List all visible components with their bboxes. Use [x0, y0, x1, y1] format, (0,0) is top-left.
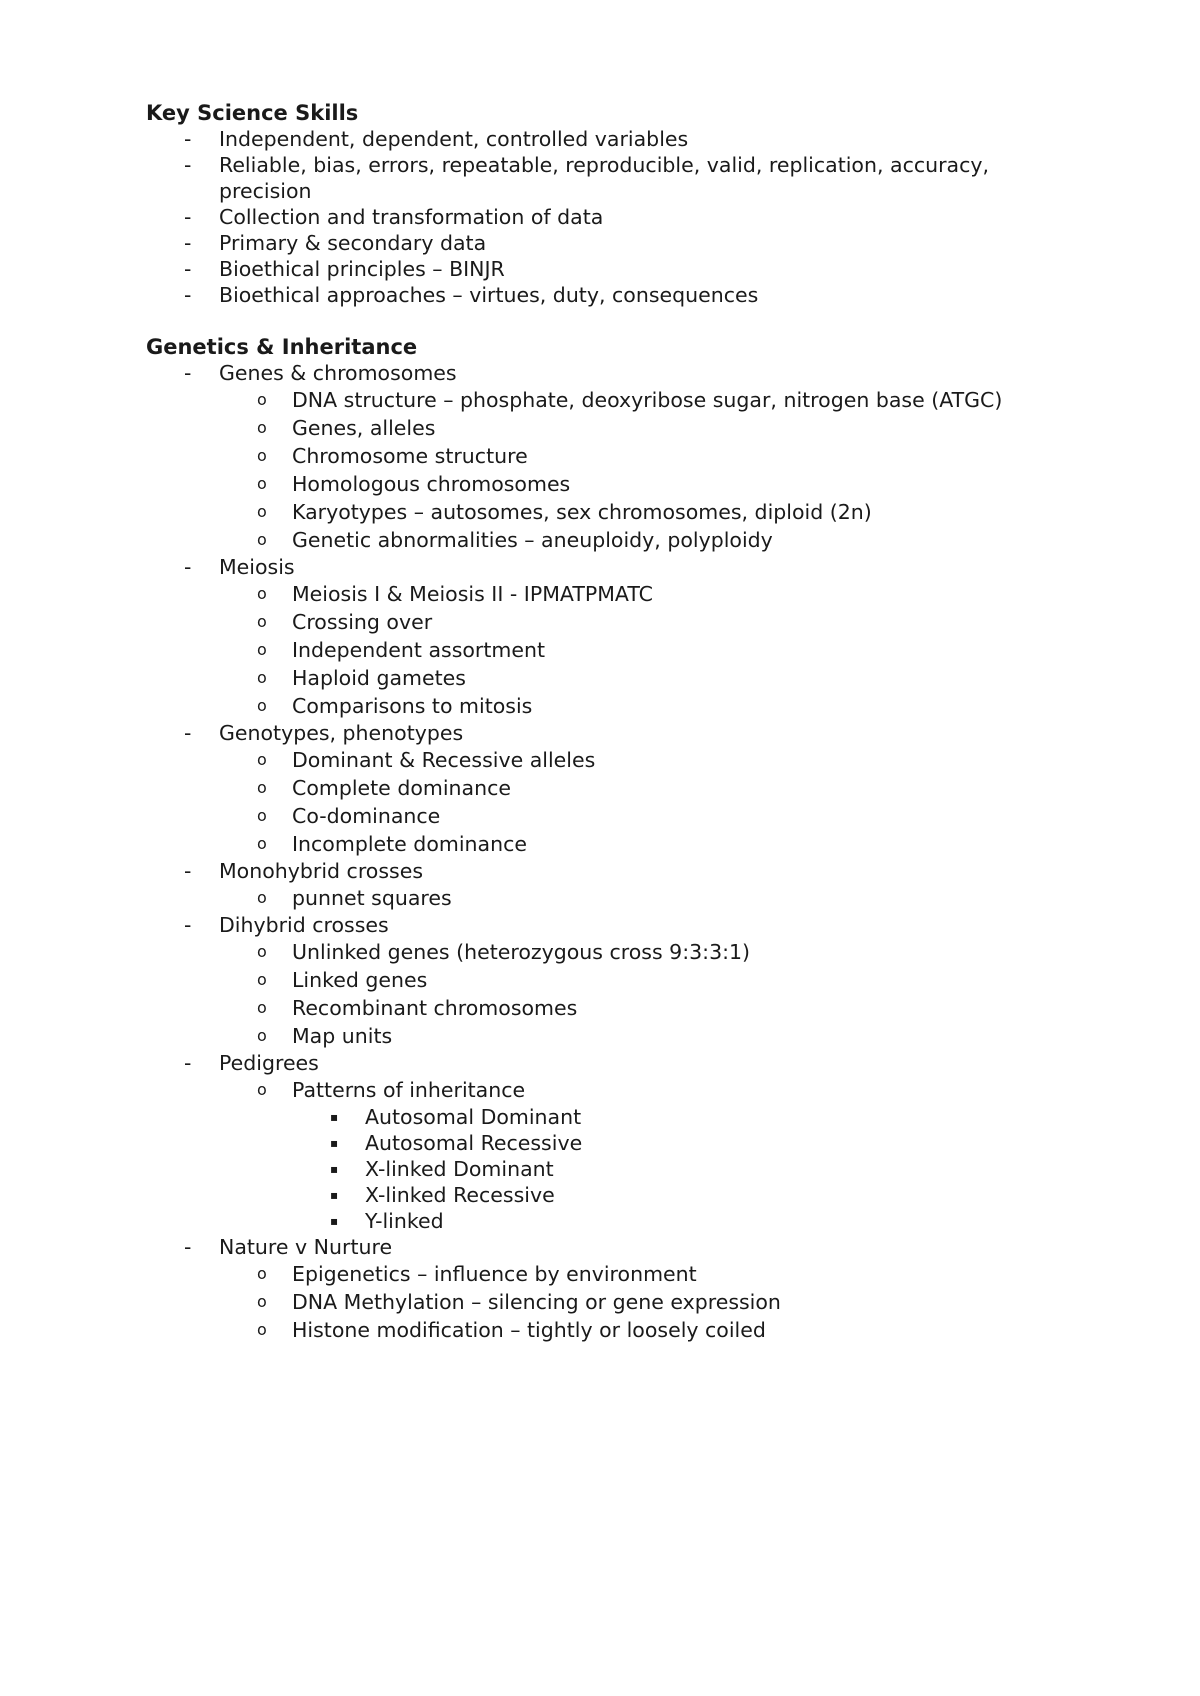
list-item-text: Primary & secondary data	[219, 231, 487, 255]
list-item-text: punnet squares	[292, 886, 452, 910]
list-item	[219, 1316, 1076, 1344]
circle-bullet-icon: o	[257, 530, 267, 549]
bullet-list-level-2	[219, 580, 1076, 720]
list-item	[219, 746, 1076, 774]
list-item-text: Meiosis I & Meiosis II - IPMATPMATC	[292, 582, 653, 606]
list-item-text: Y-linked	[365, 1209, 444, 1233]
list-item-text: Genes, alleles	[292, 416, 436, 440]
list-item-text: Chromosome structure	[292, 444, 528, 468]
list-item	[219, 414, 1076, 442]
dash-bullet-icon: -	[184, 127, 192, 151]
dash-bullet-icon: -	[184, 859, 192, 883]
list-item	[292, 1104, 1076, 1130]
dash-bullet-icon: -	[184, 1235, 192, 1259]
list-item-text: Comparisons to mitosis	[292, 694, 533, 718]
list-item-text: DNA structure – phosphate, deoxyribose sugar, nitrogen base (ATGC)	[292, 388, 1003, 412]
list-item	[219, 1288, 1076, 1316]
list-item-text: Bioethical approaches – virtues, duty, consequences	[219, 283, 759, 307]
section	[146, 100, 1076, 308]
list-item-text: Genetic abnormalities – aneuploidy, polyploidy	[292, 528, 773, 552]
list-item-text: DNA Methylation – silencing or gene expression	[292, 1290, 781, 1314]
circle-bullet-icon: o	[257, 696, 267, 715]
list-item	[219, 994, 1076, 1022]
list-item	[219, 636, 1076, 664]
bullet-list-level-2	[219, 1260, 1076, 1344]
list-item	[219, 1022, 1076, 1050]
dash-bullet-icon: -	[184, 283, 192, 307]
list-item-text: Unlinked genes (heterozygous cross 9:3:3:1)	[292, 940, 751, 964]
list-item	[219, 938, 1076, 966]
list-item	[219, 1076, 1076, 1234]
list-item-text: Bioethical principles – BINJR	[219, 257, 505, 281]
list-item-text: Reliable, bias, errors, repeatable, reproducible, valid, replication, accuracy, precision	[219, 153, 990, 203]
list-item-text: Genes & chromosomes	[219, 361, 457, 385]
square-bullet-icon: ▪	[330, 1110, 339, 1124]
dash-bullet-icon: -	[184, 555, 192, 579]
list-item	[292, 1156, 1076, 1182]
list-item	[219, 802, 1076, 830]
list-item-text: Recombinant chromosomes	[292, 996, 578, 1020]
list-item	[219, 966, 1076, 994]
list-item	[146, 282, 1076, 308]
list-item	[146, 1234, 1076, 1344]
section-heading: Key Science Skills	[146, 101, 359, 125]
circle-bullet-icon: o	[257, 1292, 267, 1311]
list-item	[219, 386, 1076, 414]
circle-bullet-icon: o	[257, 942, 267, 961]
square-bullet-icon: ▪	[330, 1188, 339, 1202]
circle-bullet-icon: o	[257, 834, 267, 853]
list-item-text: Patterns of inheritance	[292, 1078, 526, 1102]
list-item	[219, 774, 1076, 802]
list-item	[146, 912, 1076, 1050]
list-item	[219, 470, 1076, 498]
list-item	[219, 830, 1076, 858]
list-item	[146, 152, 1076, 204]
list-item-text: Independent assortment	[292, 638, 545, 662]
square-bullet-icon: ▪	[330, 1214, 339, 1228]
list-item-text: Linked genes	[292, 968, 428, 992]
dash-bullet-icon: -	[184, 257, 192, 281]
circle-bullet-icon: o	[257, 970, 267, 989]
list-item-text: Epigenetics – influence by environment	[292, 1262, 697, 1286]
list-item	[219, 664, 1076, 692]
list-item-text: Histone modification – tightly or loosely coiled	[292, 1318, 766, 1342]
dash-bullet-icon: -	[184, 721, 192, 745]
circle-bullet-icon: o	[257, 1320, 267, 1339]
list-item	[146, 126, 1076, 152]
dash-bullet-icon: -	[184, 205, 192, 229]
list-item-text: Karyotypes – autosomes, sex chromosomes, diploid (2n)	[292, 500, 872, 524]
list-item-text: Haploid gametes	[292, 666, 466, 690]
circle-bullet-icon: o	[257, 998, 267, 1017]
list-item	[146, 720, 1076, 858]
circle-bullet-icon: o	[257, 1080, 267, 1099]
dash-bullet-icon: -	[184, 913, 192, 937]
list-item-text: Independent, dependent, controlled variables	[219, 127, 689, 151]
list-item-text: Nature v Nurture	[219, 1235, 393, 1259]
list-item	[146, 204, 1076, 230]
list-item	[219, 884, 1076, 912]
bullet-list-level-1	[146, 360, 1076, 1344]
circle-bullet-icon: o	[257, 888, 267, 907]
circle-bullet-icon: o	[257, 390, 267, 409]
circle-bullet-icon: o	[257, 584, 267, 603]
list-item	[146, 256, 1076, 282]
circle-bullet-icon: o	[257, 418, 267, 437]
square-bullet-icon: ▪	[330, 1162, 339, 1176]
circle-bullet-icon: o	[257, 474, 267, 493]
list-item-text: Autosomal Dominant	[365, 1105, 582, 1129]
circle-bullet-icon: o	[257, 446, 267, 465]
section-heading: Genetics & Inheritance	[146, 335, 418, 359]
list-item-text: Pedigrees	[219, 1051, 319, 1075]
list-item-text: Co-dominance	[292, 804, 441, 828]
list-item	[219, 692, 1076, 720]
circle-bullet-icon: o	[257, 668, 267, 687]
square-bullet-icon: ▪	[330, 1136, 339, 1150]
document-content	[146, 100, 1076, 1344]
circle-bullet-icon: o	[257, 1026, 267, 1045]
list-item	[146, 554, 1076, 720]
list-item	[219, 608, 1076, 636]
bullet-list-level-2	[219, 884, 1076, 912]
circle-bullet-icon: o	[257, 640, 267, 659]
list-item-text: Collection and transformation of data	[219, 205, 604, 229]
list-item	[219, 442, 1076, 470]
circle-bullet-icon: o	[257, 750, 267, 769]
circle-bullet-icon: o	[257, 502, 267, 521]
bullet-list-level-2	[219, 1076, 1076, 1234]
list-item	[219, 580, 1076, 608]
list-item	[292, 1208, 1076, 1234]
list-item	[146, 1050, 1076, 1234]
list-item-text: Crossing over	[292, 610, 433, 634]
dash-bullet-icon: -	[184, 1051, 192, 1075]
list-item-text: Map units	[292, 1024, 393, 1048]
bullet-list-level-3	[292, 1104, 1076, 1234]
list-item-text: Dominant & Recessive alleles	[292, 748, 596, 772]
circle-bullet-icon: o	[257, 778, 267, 797]
bullet-list-level-2	[219, 746, 1076, 858]
list-item-text: Homologous chromosomes	[292, 472, 571, 496]
circle-bullet-icon: o	[257, 1264, 267, 1283]
circle-bullet-icon: o	[257, 612, 267, 631]
list-item-text: Dihybrid crosses	[219, 913, 389, 937]
dash-bullet-icon: -	[184, 361, 192, 385]
list-item-text: Autosomal Recessive	[365, 1131, 583, 1155]
list-item-text: Complete dominance	[292, 776, 511, 800]
list-item	[146, 230, 1076, 256]
bullet-list-level-2	[219, 938, 1076, 1050]
list-item	[292, 1130, 1076, 1156]
list-item	[146, 858, 1076, 912]
bullet-list-level-2	[219, 386, 1076, 554]
list-item-text: X-linked Recessive	[365, 1183, 555, 1207]
list-item-text: Incomplete dominance	[292, 832, 527, 856]
list-item-text: X-linked Dominant	[365, 1157, 554, 1181]
bullet-list-level-1	[146, 126, 1076, 308]
list-item-text: Genotypes, phenotypes	[219, 721, 464, 745]
circle-bullet-icon: o	[257, 806, 267, 825]
list-item-text: Meiosis	[219, 555, 295, 579]
list-item	[219, 1260, 1076, 1288]
list-item	[146, 360, 1076, 554]
list-item	[219, 498, 1076, 526]
list-item-text: Monohybrid crosses	[219, 859, 423, 883]
dash-bullet-icon: -	[184, 231, 192, 255]
section	[146, 334, 1076, 1344]
dash-bullet-icon: -	[184, 153, 192, 177]
list-item	[292, 1182, 1076, 1208]
list-item	[219, 526, 1076, 554]
